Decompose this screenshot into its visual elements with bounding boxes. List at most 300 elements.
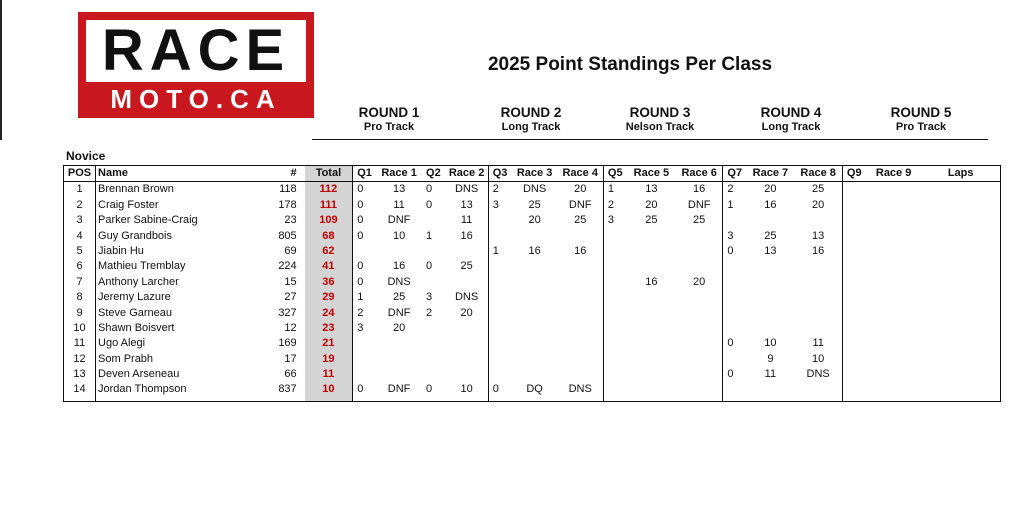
- column-header-pos: POS: [64, 166, 96, 182]
- cell-pos: 4: [64, 228, 96, 243]
- cell-race-7: 16: [764, 198, 777, 211]
- cell-laps: [921, 351, 1000, 366]
- cell-race-9: [866, 197, 921, 212]
- cell-race-8: [794, 382, 842, 402]
- cell-race-6: [676, 367, 723, 382]
- round-track: Pro Track: [895, 120, 947, 133]
- cell-number: 837: [266, 382, 304, 402]
- cell-pos: 2: [64, 197, 96, 212]
- logo-top-panel: [86, 20, 306, 82]
- cell-total: 62: [305, 244, 353, 259]
- cell-number: 224: [278, 260, 297, 273]
- cell-race-4: [558, 351, 604, 366]
- cell-race-8: 16: [812, 244, 825, 257]
- table-row: [64, 182, 1001, 198]
- cell-race-7: 25: [764, 229, 777, 242]
- cell-laps: [921, 228, 1000, 243]
- cell-total: 112: [305, 182, 353, 198]
- round-1-header: [350, 106, 428, 133]
- cell-race-8: 10: [812, 352, 825, 365]
- cell-race-1: DNF: [387, 306, 411, 319]
- cell-q9: [842, 351, 865, 366]
- cell-q9: [842, 321, 865, 336]
- cell-race-1: [376, 244, 422, 259]
- cell-race-2: 16: [460, 229, 473, 242]
- cell-race-3: [512, 305, 558, 320]
- cell-q7: [723, 274, 746, 289]
- cell-laps: [921, 367, 1000, 382]
- cell-laps: [921, 382, 1000, 402]
- cell-name: Som Prabh: [96, 351, 267, 366]
- cell-race-9: [866, 259, 921, 274]
- column-header-q5: Q5: [603, 166, 626, 182]
- cell-race-3: [512, 274, 558, 289]
- cell-laps: [921, 274, 1000, 289]
- cell-q2: [422, 274, 445, 289]
- table-row: [64, 228, 1001, 243]
- cell-q2: [422, 321, 445, 336]
- cell-race-4: [558, 290, 604, 305]
- cell-race-1: DNF: [387, 214, 411, 227]
- cell-q5: [603, 259, 626, 274]
- cell-race-3: [512, 321, 558, 336]
- cell-q1: [353, 336, 376, 351]
- cell-total: 111: [305, 197, 353, 212]
- round-name: ROUND 1: [358, 105, 420, 120]
- cell-q2: 1: [426, 229, 433, 242]
- cell-number: 27: [284, 291, 297, 304]
- cell-q1: [353, 244, 376, 259]
- cell-race-4: [558, 305, 604, 320]
- table-row: [64, 305, 1001, 320]
- cell-race-3: [512, 228, 558, 243]
- cell-q1: 0: [353, 213, 376, 228]
- cell-q7: [723, 321, 746, 336]
- cell-race-8: 13: [812, 229, 825, 242]
- cell-q9: [842, 367, 865, 382]
- cell-race-7: [746, 290, 794, 305]
- cell-race-8: DNS: [806, 368, 830, 381]
- cell-q1: 0: [353, 382, 376, 402]
- cell-q9: [842, 259, 865, 274]
- column-header-race-5: Race 5: [627, 166, 676, 182]
- cell-total: 68: [305, 228, 353, 243]
- cell-q1: 0: [353, 182, 376, 198]
- cell-race-2: [446, 367, 489, 382]
- cell-q5: [603, 244, 626, 259]
- cell-q5: [603, 321, 626, 336]
- cell-laps: [921, 244, 1000, 259]
- standings-table: [63, 165, 1001, 402]
- column-header-laps: Laps: [921, 166, 1000, 182]
- cell-total: 10: [305, 382, 353, 402]
- cell-pos: 12: [64, 351, 96, 366]
- column-header-q1: Q1: [353, 166, 376, 182]
- table-row: [64, 382, 1001, 402]
- cell-race-6: 20: [693, 275, 706, 288]
- cell-q3: 1: [488, 244, 511, 259]
- cell-race-9: [866, 244, 921, 259]
- cell-q5: [603, 228, 626, 243]
- cell-race-1: 16: [392, 260, 406, 273]
- cell-race-2: [446, 321, 489, 336]
- cell-race-8: [794, 305, 842, 320]
- cell-race-5: 16: [645, 275, 658, 288]
- cell-race-3: [512, 290, 558, 305]
- cell-race-9: [866, 274, 921, 289]
- cell-number: 327: [278, 306, 297, 319]
- cell-race-8: [794, 274, 842, 289]
- cell-q9: [842, 244, 865, 259]
- cell-race-8: [794, 259, 842, 274]
- cell-name: Guy Grandbois: [96, 228, 267, 243]
- cell-q1: 1: [353, 290, 376, 305]
- cell-race-2: 13: [460, 198, 473, 211]
- cell-total: 24: [305, 305, 353, 320]
- round-4-header: [750, 106, 832, 133]
- cell-race-5: [627, 290, 676, 305]
- cell-race-4: [558, 336, 604, 351]
- cell-q1: 0: [353, 197, 376, 212]
- cell-race-4: 25: [574, 214, 587, 227]
- cell-race-4: [558, 274, 604, 289]
- cell-race-9: [866, 228, 921, 243]
- cell-race-5: [627, 259, 676, 274]
- cell-race-3: [512, 367, 558, 382]
- cell-race-3: 20: [528, 214, 541, 227]
- table-row: [64, 274, 1001, 289]
- table-header-row: [64, 166, 1001, 182]
- cell-race-1: [376, 351, 422, 366]
- cell-race-2: DNS: [454, 183, 479, 196]
- cell-number: 66: [284, 368, 297, 381]
- cell-number: 15: [284, 275, 297, 288]
- column-header-race-6: Race 6: [676, 166, 723, 182]
- cell-q9: [842, 197, 865, 212]
- cell-race-6: [676, 244, 723, 259]
- cell-q1: 0: [353, 259, 376, 274]
- column-header-name: Name: [96, 166, 267, 182]
- cell-total: 29: [305, 290, 353, 305]
- cell-pos: 7: [64, 274, 96, 289]
- cell-q3: 3: [488, 197, 511, 212]
- cell-pos: 3: [64, 213, 96, 228]
- column-header-race-4: Race 4: [558, 166, 604, 182]
- cell-number: 17: [284, 352, 297, 365]
- cell-name: Steve Garneau: [96, 305, 267, 320]
- cell-race-5: [627, 351, 676, 366]
- cell-q9: [842, 274, 865, 289]
- cell-name: Craig Foster: [96, 197, 267, 212]
- cell-race-7: 9: [767, 352, 774, 365]
- cell-race-4: [558, 321, 604, 336]
- cell-name: Brennan Brown: [96, 182, 267, 198]
- round-track: Long Track: [501, 120, 561, 133]
- cell-race-9: [866, 351, 921, 366]
- round-track: Nelson Track: [625, 120, 695, 133]
- cell-race-1: 11: [393, 198, 405, 211]
- cell-race-6: [676, 351, 723, 366]
- race-moto-logo[interactable]: [78, 12, 314, 118]
- cell-laps: [921, 259, 1000, 274]
- cell-race-4: [558, 228, 604, 243]
- table-row: [64, 197, 1001, 212]
- round-track: Pro Track: [363, 120, 415, 133]
- cell-race-2: 20: [460, 306, 473, 319]
- cell-name: Mathieu Tremblay: [96, 259, 267, 274]
- cell-name: Parker Sabine-Craig: [96, 213, 267, 228]
- cell-pos: 11: [64, 336, 96, 351]
- cell-number: 805: [278, 229, 297, 242]
- round-header-rule: [312, 139, 988, 140]
- cell-q3: [488, 351, 511, 366]
- cell-race-3: [512, 336, 558, 351]
- table-row: [64, 321, 1001, 336]
- cell-q7: 2: [723, 182, 746, 198]
- cell-laps: [921, 336, 1000, 351]
- round-name: ROUND 4: [760, 105, 822, 120]
- column-header-number: #: [266, 166, 304, 182]
- cell-q9: [842, 228, 865, 243]
- cell-race-2: [446, 274, 489, 289]
- cell-race-6: [676, 382, 723, 402]
- cell-pos: 8: [64, 290, 96, 305]
- cell-race-6: [676, 305, 723, 320]
- table-row: [64, 244, 1001, 259]
- cell-race-2: DNS: [454, 291, 479, 304]
- cell-q7: [723, 290, 746, 305]
- cell-q7: [723, 351, 746, 366]
- cell-total: 21: [305, 336, 353, 351]
- cell-race-9: [866, 290, 921, 305]
- cell-race-4: [558, 367, 604, 382]
- cell-race-8: [794, 321, 842, 336]
- column-header-q9: Q9: [842, 166, 865, 182]
- cell-q5: 1: [603, 182, 626, 198]
- round-name: ROUND 2: [500, 105, 562, 120]
- cell-q2: 0: [426, 183, 433, 196]
- round-2-header: [488, 106, 574, 133]
- column-header-total: Total: [305, 166, 353, 182]
- cell-race-6: 25: [693, 214, 706, 227]
- cell-total: 41: [305, 259, 353, 274]
- cell-pos: 10: [64, 321, 96, 336]
- cell-name: Ugo Alegi: [96, 336, 267, 351]
- cell-race-5: 13: [645, 183, 658, 196]
- cell-race-7: [746, 274, 794, 289]
- cell-laps: [921, 213, 1000, 228]
- cell-pos: 1: [64, 182, 96, 198]
- round-5-header: [880, 106, 962, 133]
- cell-race-5: [627, 228, 676, 243]
- cell-race-8: 25: [812, 183, 825, 196]
- table-row: [64, 336, 1001, 351]
- cell-pos: 5: [64, 244, 96, 259]
- cell-q3: [488, 228, 511, 243]
- cell-race-5: 25: [645, 214, 658, 227]
- cell-q5: [603, 305, 626, 320]
- cell-q7: 1: [723, 197, 746, 212]
- column-header-race-7: Race 7: [746, 166, 794, 182]
- table-row: [64, 351, 1001, 366]
- table-row: [64, 213, 1001, 228]
- cell-race-5: 20: [645, 198, 658, 211]
- cell-q9: [842, 213, 865, 228]
- cell-q3: [488, 367, 511, 382]
- cell-q5: 3: [603, 213, 626, 228]
- cell-q1: 0: [353, 274, 376, 289]
- cell-race-1: [376, 367, 422, 382]
- cell-race-8: [794, 213, 842, 228]
- cell-q2: [422, 336, 445, 351]
- cell-name: Jiabin Hu: [96, 244, 267, 259]
- cell-number: 169: [278, 337, 297, 350]
- cell-race-9: [866, 305, 921, 320]
- cell-race-2: 11: [460, 214, 473, 227]
- cell-q1: 2: [353, 305, 376, 320]
- cell-q1: [353, 367, 376, 382]
- cell-race-1: DNS: [387, 275, 411, 288]
- table-row: [64, 367, 1001, 382]
- cell-race-8: [794, 290, 842, 305]
- cell-race-9: [866, 382, 921, 402]
- cell-laps: [921, 290, 1000, 305]
- cell-q2: [422, 351, 445, 366]
- cell-race-3: [512, 259, 558, 274]
- cell-q1: 0: [353, 228, 376, 243]
- cell-race-4: 16: [574, 244, 587, 257]
- cell-race-3: 16: [528, 244, 541, 257]
- cell-q3: [488, 305, 511, 320]
- cell-q3: [488, 321, 511, 336]
- cell-race-6: [676, 321, 723, 336]
- cell-total: 19: [305, 351, 353, 366]
- logo-moto-word: MOTO.CA: [110, 84, 282, 114]
- cell-pos: 6: [64, 259, 96, 274]
- table-row: [64, 290, 1001, 305]
- cell-q1: 3: [353, 321, 376, 336]
- cell-name: Deven Arseneau: [96, 367, 267, 382]
- cell-race-2: 25: [460, 260, 473, 273]
- cell-total: 109: [305, 213, 353, 228]
- cell-race-1: 20: [392, 321, 406, 334]
- cell-q7: [723, 259, 746, 274]
- cell-q2: [422, 244, 445, 259]
- cell-laps: [921, 305, 1000, 320]
- cell-total: 23: [305, 321, 353, 336]
- cell-race-7: [746, 213, 794, 228]
- cell-laps: [921, 182, 1000, 198]
- cell-q9: [842, 336, 865, 351]
- round-3-header: [614, 106, 706, 133]
- cell-q9: [842, 305, 865, 320]
- cell-q7: 3: [723, 228, 746, 243]
- column-header-race-1: Race 1: [376, 166, 422, 182]
- cell-q3: [488, 213, 511, 228]
- cell-race-7: [746, 382, 794, 402]
- cell-race-3: DQ: [512, 382, 558, 402]
- cell-race-2: [446, 351, 489, 366]
- cell-race-5: [627, 367, 676, 382]
- cell-race-9: [866, 321, 921, 336]
- column-header-race-9: Race 9: [866, 166, 921, 182]
- cell-race-1: 10: [392, 229, 406, 242]
- column-header-race-3: Race 3: [512, 166, 558, 182]
- page-title: 2025 Point Standings Per Class: [487, 54, 773, 75]
- logo-race-word: RACE: [101, 18, 291, 83]
- cell-race-8: 11: [812, 337, 824, 350]
- cell-race-7: [746, 259, 794, 274]
- cell-q7: [723, 305, 746, 320]
- cell-race-6: [676, 259, 723, 274]
- class-title: Novice: [66, 149, 106, 163]
- round-name: ROUND 5: [890, 105, 952, 120]
- cell-q2: 0: [422, 382, 445, 402]
- cell-race-7: 20: [764, 183, 777, 196]
- cell-race-4: DNS: [558, 382, 604, 402]
- cell-race-7: 11: [764, 368, 777, 381]
- cell-race-9: [866, 336, 921, 351]
- cell-name: Jordan Thompson: [96, 382, 267, 402]
- cell-race-7: [746, 321, 794, 336]
- cell-name: Anthony Larcher: [96, 274, 267, 289]
- cell-number: 23: [284, 214, 297, 227]
- cell-q2: 0: [426, 260, 433, 273]
- cell-race-5: [627, 336, 676, 351]
- cell-number: 178: [278, 198, 297, 211]
- cell-q5: [603, 274, 626, 289]
- cell-race-4: DNF: [568, 198, 592, 211]
- cell-total: 36: [305, 274, 353, 289]
- cell-race-3: DNS: [522, 183, 547, 196]
- cell-race-6: [676, 336, 723, 351]
- cell-q3: [488, 259, 511, 274]
- cell-race-3: 25: [528, 198, 541, 211]
- cell-q9: [842, 182, 865, 198]
- cell-race-2: 10: [446, 382, 489, 402]
- cell-q5: [603, 382, 626, 402]
- cell-race-7: 13: [764, 244, 777, 257]
- cell-q3: 2: [488, 182, 511, 198]
- round-name: ROUND 3: [629, 105, 691, 120]
- cell-number: 12: [284, 321, 297, 334]
- cell-q5: [603, 367, 626, 382]
- cell-q5: 2: [603, 197, 626, 212]
- cell-q2: [422, 367, 445, 382]
- cell-q3: 0: [488, 382, 511, 402]
- cell-race-6: [676, 228, 723, 243]
- cell-race-6: 16: [693, 183, 706, 196]
- cell-name: Shawn Boisvert: [96, 321, 267, 336]
- table-row: [64, 259, 1001, 274]
- cell-race-1: 25: [392, 291, 406, 304]
- cell-q5: [603, 336, 626, 351]
- cell-q9: [842, 290, 865, 305]
- left-edge-rule: [0, 0, 2, 140]
- column-header-race-8: Race 8: [794, 166, 842, 182]
- cell-q2: [422, 213, 445, 228]
- cell-total: 11: [305, 367, 353, 382]
- cell-name: Jeremy Lazure: [96, 290, 267, 305]
- cell-q3: [488, 290, 511, 305]
- cell-number: 118: [279, 183, 297, 196]
- cell-q3: [488, 274, 511, 289]
- round-track: Long Track: [761, 120, 821, 133]
- cell-race-8: 20: [812, 198, 825, 211]
- cell-race-6: [676, 290, 723, 305]
- cell-q2: 2: [426, 306, 433, 319]
- cell-number: 69: [284, 244, 297, 257]
